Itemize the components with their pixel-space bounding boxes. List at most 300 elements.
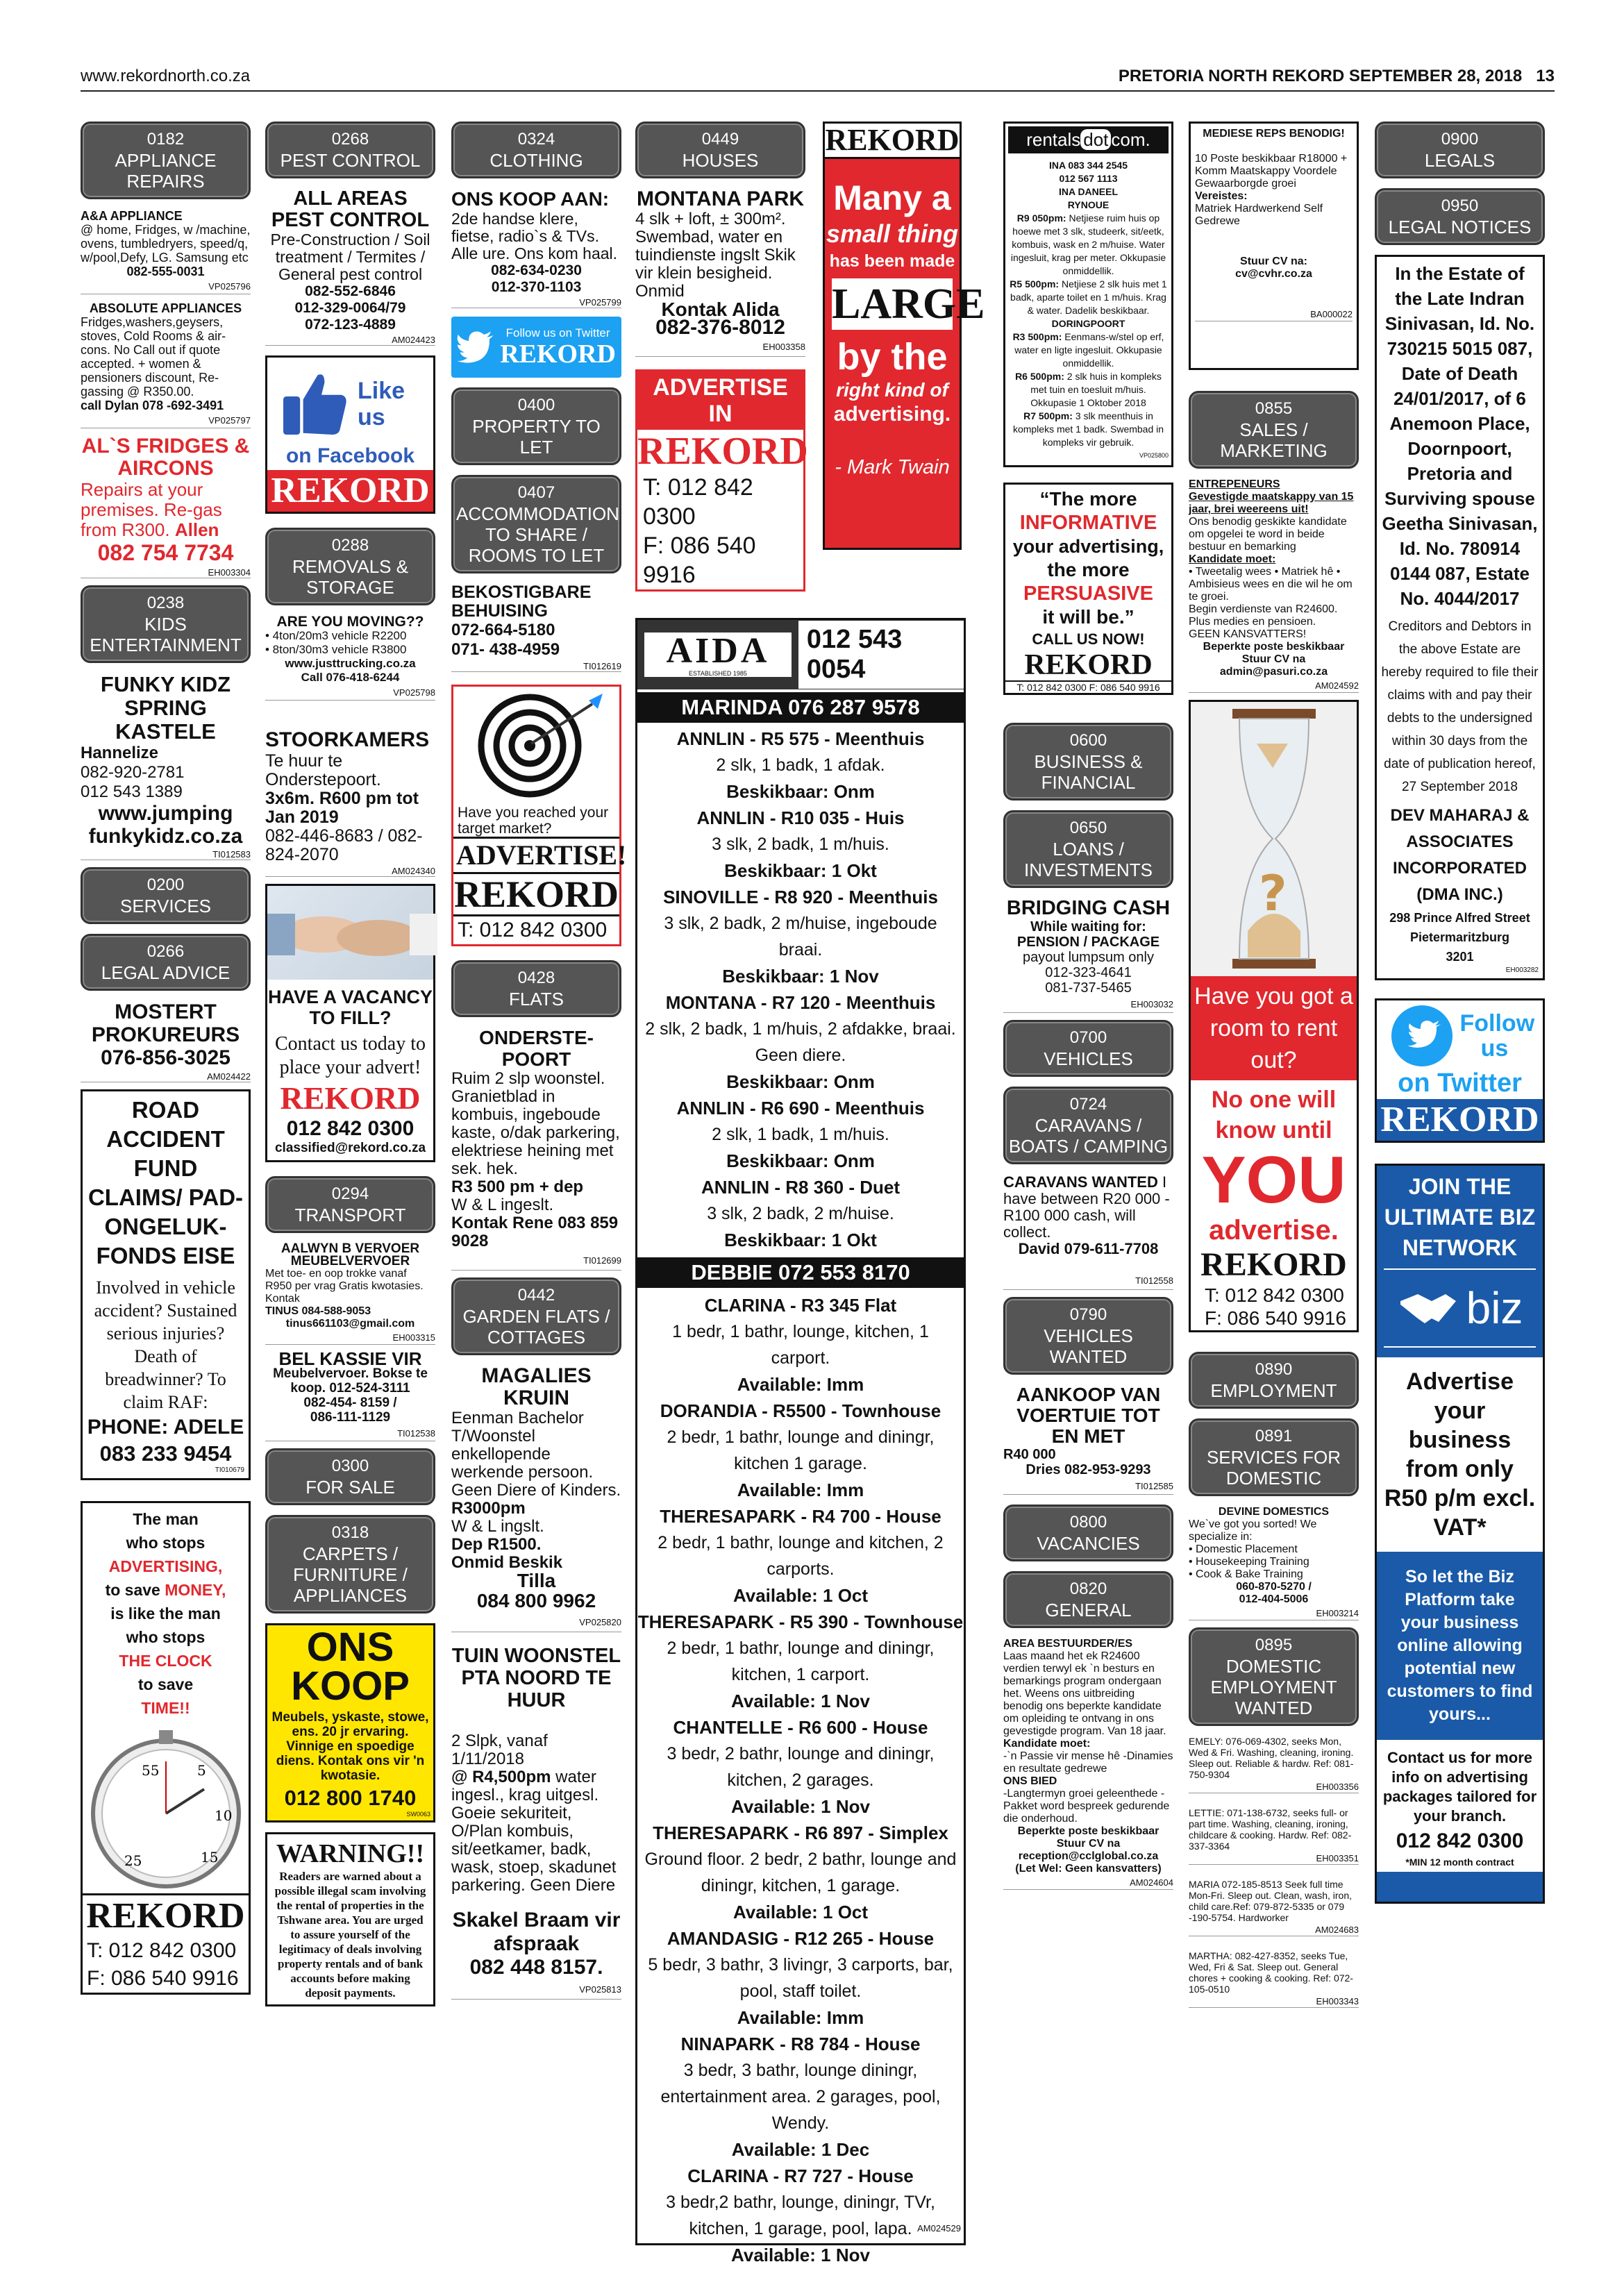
- listing-item: [637, 1925, 964, 2031]
- tab-for-sale[interactable]: [265, 1448, 435, 1505]
- tab-label: CARPETS / FURNITURE / APPLIANCES: [293, 1543, 408, 1606]
- ad-body: (Let Wel: Geen kansvatters): [1015, 1863, 1162, 1875]
- tab-label: VEHICLES WANTED: [1044, 1325, 1133, 1367]
- ad-title: AREA BESTUURDER/ES: [1003, 1638, 1133, 1650]
- ad-body: Ruim 2 slp woonstel. Granietblad in kombuis, ingeboude kaste, o/dak parkering, elektriese heining met sek. hek.: [451, 1069, 620, 1178]
- listing-desc: 1 bedr, 1 bathr, lounge, kitchen, 1 carport.: [672, 1322, 929, 1368]
- ad-body: Repairs at your premises. Re-gas from R300.: [81, 479, 222, 540]
- ad-raf: [81, 1089, 251, 1480]
- ad-ref: EH003304: [81, 567, 251, 578]
- ad-body: 2 Slpk, vanaf 1/11/2018: [451, 1732, 548, 1768]
- ad-informative-quote: [1003, 483, 1173, 695]
- ad-phone: T: 012 842 0300: [87, 1939, 237, 1962]
- ad-facebook[interactable]: [265, 355, 435, 514]
- column-5b: [1003, 121, 1173, 1897]
- listing-title: DORANDIA - R5500 - Townhouse: [660, 1400, 941, 1421]
- ad-body: Involved in vehicle accident? Sustained serious injuries? Death of breadwinner? To claim RAF:: [94, 1277, 237, 1412]
- listing-desc: 2 slk, 1 badk, 1 m/huis.: [712, 1125, 889, 1144]
- ad-email[interactable]: reception@cclglobal.co.za: [1018, 1850, 1159, 1862]
- tab-property-to-let[interactable]: [451, 387, 621, 465]
- ad-ref: EH003214: [1189, 1607, 1359, 1620]
- biz-advertise: Advertise your business from only R50 p/m excl. VAT*: [1377, 1357, 1543, 1552]
- tab-number: 0400: [517, 396, 555, 414]
- ad-ref: AM024529: [917, 2223, 961, 2234]
- ad-body: • Tweetalig wees • Matriek hê • Ambisieus wees en die wil he om te groei.: [1189, 566, 1353, 603]
- tab-business-financial[interactable]: [1003, 723, 1173, 801]
- estate-title: In the Estate of the Late Indran Sinivasan, Id. No. 730215 5015 087, Date of Death 24/01/2017, of 6 Anemoon Place, Doornpoort, Pretoria and Surviving spouse Geetha Sinivasan, Id. No. 780914 0144 087, Estate No. 4044/2017: [1382, 263, 1538, 609]
- ad-title: BEKOSTIGBARE BEHUISING: [451, 583, 592, 621]
- ad-ref: VP025796: [81, 280, 251, 294]
- ad-subtitle: ONS BIED: [1003, 1775, 1057, 1787]
- tab-number: 0294: [331, 1184, 369, 1203]
- tab-legal-advice[interactable]: [81, 934, 251, 991]
- ad-devine-domestics: [1189, 1506, 1359, 1620]
- ad-phone: 072-123-4889: [305, 317, 396, 333]
- listing-desc: 2 bedr, 1 bathr, lounge and diningr, kitchen 1 garage.: [667, 1427, 935, 1473]
- ad-body: • 4ton/20m3 vehicle R2200: [265, 629, 407, 642]
- aida-logo-text: AIDA: [666, 631, 770, 671]
- ad-body: payout lumpsum only: [1023, 950, 1154, 965]
- listing-title: ANNLIN - R6 690 - Meenthuis: [676, 1098, 925, 1118]
- clock-line: THE CLOCK: [119, 1652, 212, 1670]
- ad-ref: TI012558: [1003, 1273, 1173, 1290]
- handshake-photo: [267, 886, 433, 980]
- tab-number: 0442: [517, 1286, 555, 1305]
- listing-desc: 3 slk, 2 badk, 1 m/huis.: [712, 835, 889, 854]
- ad-onderstepoort: [451, 1027, 621, 1271]
- ad-body: Onmid Beskik: [451, 1553, 563, 1572]
- ad-title: AALWYN B VERVOER MEUBELVERVOER: [281, 1241, 420, 1268]
- ad-phone: 082-634-0230: [491, 262, 582, 278]
- tab-removals-storage[interactable]: [265, 528, 435, 605]
- ad-contact-name: PHONE: ADELE: [87, 1416, 244, 1439]
- ad-body: • Housekeeping Training: [1189, 1556, 1309, 1568]
- site-url[interactable]: www.rekordnorth.co.za: [81, 67, 251, 85]
- rekord-logo: REKORD: [1024, 649, 1153, 681]
- ad-aa-appliance: [81, 209, 251, 428]
- listing-item: [637, 1398, 964, 1503]
- spacer: [265, 514, 435, 528]
- ad-phone: 082-376-8012: [655, 316, 785, 339]
- ad-contact-name: Hannelize: [81, 744, 159, 762]
- ad-body: GEEN KANSVATTERS!: [1189, 628, 1307, 640]
- ad-phone: 082-454- 8159 /: [303, 1396, 397, 1410]
- ad-pest-control: [265, 188, 435, 346]
- ad-title: AANKOOP VAN VOERTUIE TOT EN MET: [1016, 1384, 1161, 1447]
- listing-desc: Ground floor. 2 bedr, 2 bathr, lounge and diningr, kitchen, 1 garage.: [644, 1850, 957, 1895]
- tab-number: 0449: [701, 130, 739, 149]
- ad-phone: 072-664-5180: [451, 621, 555, 639]
- ad-body: 2de handse klere, fietse, radio`s & TVs. Alle ure. Ons kom haal.: [451, 210, 618, 262]
- facebook-on-text: on Facebook: [285, 444, 415, 467]
- tab-vehicles-wanted[interactable]: [1003, 1297, 1173, 1375]
- ad-ref: TI010679: [215, 1466, 244, 1474]
- tab-clothing[interactable]: [451, 121, 621, 178]
- listing-item: [637, 2163, 964, 2268]
- ad-ref: VP025797: [81, 414, 251, 428]
- ad-phone: 012 842 0300: [1396, 1829, 1524, 1852]
- ad-phone: 082 754 7734: [97, 540, 234, 565]
- ad-mostert: [81, 1000, 251, 1082]
- tab-pest-control[interactable]: [265, 121, 435, 178]
- tab-services-for-domestic[interactable]: [1189, 1418, 1359, 1496]
- rekord-logo: REKORD: [83, 1893, 249, 1937]
- svg-text:25: 25: [124, 1852, 142, 1869]
- ad-phone: 082-920-2781: [81, 763, 185, 782]
- tab-number: 0800: [1069, 1513, 1107, 1532]
- quote-line: it will be.”: [1042, 606, 1135, 628]
- ad-price: R40 000: [1003, 1447, 1056, 1462]
- ad-target-market: [451, 685, 627, 946]
- tab-employment[interactable]: [1189, 1352, 1359, 1409]
- tab-number: 0724: [1069, 1095, 1107, 1114]
- tab-vacancies[interactable]: [1003, 1505, 1173, 1561]
- tab-number: 0820: [1069, 1579, 1107, 1598]
- ad-email[interactable]: classified@rekord.co.za: [274, 1141, 426, 1155]
- listing-item: [637, 1174, 964, 1253]
- ad-title: ENTREPENEURS: [1189, 478, 1280, 490]
- listing-availability: Available: Imm: [737, 2007, 864, 2028]
- quote-line: INFORMATIVE: [1019, 512, 1157, 534]
- ad-room-to-rent: [1189, 700, 1359, 1332]
- stopwatch-icon: [83, 1720, 249, 1893]
- ad-phone: T: 012 842 0300: [453, 914, 619, 944]
- ad-ref: AM024683: [1189, 1925, 1359, 1936]
- estate-body: Creditors and Debtors in the above Estate are hereby required to file their claims with and pay their debts to the undersigned within 30 days from the date of publication hereof, 27 September 2018: [1381, 619, 1539, 794]
- ad-body: Eenmans-w/stel op erf, water en ligte ingesluit. Okkupasie onmiddellik.: [1014, 331, 1164, 369]
- listing-item: [637, 1095, 964, 1174]
- ad-bekostigbare: [451, 583, 621, 672]
- ad-body: Matriek Hardwerkend Self Gedrewe: [1195, 203, 1323, 227]
- tab-legal-notices[interactable]: [1375, 188, 1545, 245]
- quote-line: has been made: [829, 251, 955, 271]
- ad-body: Netjiese ruim huis op hoewe met 3 slk, studeerk, sit/eetk, kombuis, wask en 2 m/huise. Water ingesluit, krag per meter. Okkupasie onmiddellik.: [1010, 212, 1166, 276]
- ad-phone: T: 012 842 0300 F: 086 540 9916: [1005, 680, 1171, 693]
- clock-line: MONEY,: [165, 1581, 226, 1599]
- tab-general[interactable]: [1003, 1571, 1173, 1628]
- column-7: [1375, 121, 1545, 1904]
- twitter-bird-icon: [1391, 1005, 1453, 1067]
- ad-ref: VP025800: [1139, 452, 1169, 459]
- ad-ref: AM024340: [265, 866, 435, 877]
- listing-item: [637, 1609, 964, 1714]
- page-number: 13: [1536, 67, 1555, 85]
- tab-services[interactable]: [81, 867, 251, 924]
- header-rule: [81, 90, 1555, 92]
- quote-line-large: LARGE: [832, 278, 953, 330]
- clock-line: is like the man: [110, 1604, 221, 1623]
- page-header: [1119, 67, 1555, 86]
- tab-label: LEGAL ADVICE: [101, 962, 231, 983]
- estate-firm: DEV MAHARAJ & ASSOCIATES INCORPORATED (DMA INC.): [1390, 806, 1530, 904]
- ad-title: ABSOLUTE APPLIANCES: [89, 301, 242, 315]
- listing-desc: 3 bedr, 3 bathr, lounge diningr, entertainment area. 2 garages, pool, Wendy.: [660, 2061, 941, 2133]
- quote-line: right kind of: [836, 379, 948, 401]
- ad-phone: 012 842 0300: [286, 1117, 415, 1140]
- tab-label: CARAVANS / BOATS / CAMPING: [1008, 1115, 1169, 1157]
- listing-availability: Available: 1 Nov: [731, 1796, 870, 1817]
- tab-number: 0891: [1255, 1427, 1293, 1446]
- ad-ref: EH003351: [1189, 1853, 1359, 1865]
- rekord-logo: REKORD: [280, 1080, 421, 1116]
- ad-title: BRIDGING CASH: [1006, 897, 1171, 919]
- ad-title: ROAD ACCIDENT FUND CLAIMS/ PAD-ONGELUK-FONDS EISE: [87, 1097, 244, 1268]
- ad-ref: AM024604: [1003, 1877, 1173, 1890]
- tab-houses[interactable]: [635, 121, 805, 178]
- ad-phone: 012-404-5006: [1239, 1593, 1309, 1605]
- clock-line: ADVERTISING,: [108, 1557, 223, 1575]
- listing-availability: Beskikbaar: Onm: [726, 781, 875, 802]
- quote-line: by the: [837, 336, 948, 378]
- listing-desc: 3 bedr, 2 bathr, lounge and diningr, kitchen, 2 garages.: [667, 1744, 935, 1790]
- estate-address: 298 Prince Alfred Street Pietermaritzburg: [1389, 911, 1530, 944]
- ad-body: LETTIE: 071-138-6732, seeks full- or part time. Washing, cleaning, ironing, childcare & cooking. Hardw. Ref: 082-337-3364: [1189, 1807, 1352, 1852]
- tab-domestic-employment-wanted[interactable]: [1189, 1627, 1359, 1726]
- ad-body: Meubelvervoer. Bokse te koop. 012-524-3111: [273, 1366, 428, 1396]
- ad-body: Stuur CV na:: [1240, 255, 1307, 267]
- ad-body: Contact us today to place your advert!: [275, 1033, 426, 1078]
- listing-item: [637, 2031, 964, 2163]
- svg-text:10: 10: [215, 1807, 233, 1824]
- ad-bridging-cash: [1003, 898, 1173, 1013]
- listing-desc: 2 bedr, 1 bathr, lounge and kitchen, 2 carports.: [658, 1533, 944, 1579]
- ad-subtitle: While waiting for: PENSION / PACKAGE: [1016, 919, 1160, 950]
- ad-title: HAVE A VACANCY TO FILL?: [267, 987, 433, 1028]
- column-4: [635, 121, 808, 625]
- ad-ref: EH003032: [1003, 997, 1173, 1013]
- ad-contact-name: Kontak Alida: [661, 299, 780, 320]
- ad-body: Netjiese 2 slk huis met 1 badk, aparte toilet en 1 m/huis. Krag & water. Dadelik beskikbaar.: [1010, 278, 1167, 316]
- quote-line: advertising.: [833, 403, 951, 426]
- ad-ref: AM024423: [265, 335, 435, 346]
- ad-ref: TI012585: [1003, 1479, 1173, 1495]
- listing-item: [637, 726, 964, 805]
- rekord-logo: REKORD: [1200, 1246, 1347, 1283]
- tab-sales-marketing[interactable]: [1189, 391, 1359, 469]
- ad-phone: 012 543 1389: [81, 782, 183, 801]
- svg-text:?: ?: [1259, 865, 1287, 922]
- ad-price: R7 500pm:: [1023, 410, 1073, 421]
- ad-body: Begin verdienste van R24600. Plus medies en pensioen.: [1189, 603, 1338, 628]
- ad-montana-park: [635, 188, 805, 357]
- tab-number: 0182: [147, 130, 185, 149]
- biz-min-contract: *MIN 12 month contract: [1405, 1857, 1514, 1868]
- ad-title: BEL KASSIE VIR: [278, 1348, 422, 1369]
- listing-desc: 3 slk, 2 badk, 2 m/huise, ingeboude braai.: [664, 914, 937, 960]
- tab-label: LOANS / INVESTMENTS: [1024, 839, 1153, 880]
- ad-ref: TI012538: [265, 1426, 435, 1441]
- ad-ref: EH003343: [1189, 1996, 1359, 2008]
- ad-body: Readers are warned about a possible illegal scam involving the rental of properties in the Tshwane area. You are urged to assure yourself of the legitimacy of deals involving property rentals and of bank accounts before making deposit payments.: [274, 1870, 426, 2000]
- advertise-in-text: ADVERTISE IN: [637, 371, 803, 430]
- listing-title: CLARINA - R7 727 - House: [687, 2165, 914, 2186]
- ad-phone: Call 076-418-6244: [301, 671, 400, 684]
- tab-carpets-furniture[interactable]: [265, 1515, 435, 1614]
- ad-area-bestuurder: [1003, 1638, 1173, 1890]
- clock-line: TIME!!: [141, 1699, 190, 1717]
- ad-body: Eenman Bachelor T/Woonstel enkellopende werkende persoon. Geen Diere of Kinders.: [451, 1409, 621, 1500]
- ad-title: FUNKY KIDZ SPRING KASTELE: [100, 672, 231, 744]
- aida-phone: 012 543 0054: [798, 621, 964, 689]
- listing-availability: Beskikbaar: 1 Okt: [724, 1230, 877, 1250]
- ad-body: Beperkte poste beskikbaar Stuur CV na: [1017, 1825, 1160, 1850]
- ad-twitter-banner[interactable]: [451, 317, 621, 378]
- tab-label: VACANCIES: [1037, 1533, 1140, 1554]
- tab-number: 0200: [147, 875, 185, 894]
- tab-label: TRANSPORT: [294, 1205, 406, 1225]
- listings-debbie: [637, 1292, 964, 2268]
- clock-line: who stops: [126, 1628, 206, 1646]
- ad-fax: F: 086 540 9916: [1205, 1307, 1346, 1329]
- listing-availability: Available: 1 Nov: [731, 2245, 870, 2265]
- rentalsdotcom-logo: [1008, 126, 1169, 153]
- aida-established: ESTABLISHED 1985: [689, 670, 747, 677]
- ad-ref: AM024592: [1189, 680, 1359, 693]
- tab-label: PEST CONTROL: [280, 150, 421, 171]
- twitter-bird-icon: [457, 330, 494, 364]
- ad-contact-name: Tilla: [517, 1570, 556, 1591]
- ad-body: EMELY: 076-069-4302, seeks Mon, Wed & Fri. Washing, cleaning, ironing. Sleep out. Reliable & hardw. Ref: 081-750-9304: [1189, 1736, 1354, 1780]
- quote-line: your advertising,: [1012, 536, 1164, 557]
- ad-title: A&A APPLIANCE: [81, 209, 183, 223]
- ad-mark-twain: [823, 121, 985, 550]
- ad-body: W & L ingslt.: [451, 1517, 544, 1536]
- ad-phone: 082-552-6846: [305, 283, 396, 299]
- tab-label: LEGAL NOTICES: [1388, 217, 1532, 237]
- ad-follow-twitter[interactable]: [1375, 998, 1545, 1143]
- ad-price: R3 500 pm + dep: [451, 1178, 584, 1196]
- tab-number: 0950: [1441, 196, 1479, 215]
- ad-ref: SW0063: [406, 1811, 430, 1818]
- ad-area: DORINGPOORT: [1051, 318, 1125, 329]
- listing-title: THERESAPARK - R5 390 - Townhouse: [637, 1611, 964, 1632]
- ad-title: DEVINE DOMESTICS: [1218, 1506, 1330, 1518]
- ad-phone: call Dylan 078 -692-3491: [81, 399, 224, 412]
- listing-item: [637, 1820, 964, 1925]
- tab-garden-flats[interactable]: [451, 1277, 621, 1355]
- ad-email[interactable]: tinus661103@gmail.com: [285, 1318, 415, 1330]
- listing-title: MONTANA - R7 120 - Meenthuis: [665, 992, 936, 1013]
- tab-flats[interactable]: [451, 960, 621, 1017]
- ad-website[interactable]: www.jumping funkykidz.co.za: [88, 802, 243, 848]
- ad-phone: 082-446-8683 / 082-824-2070: [265, 826, 423, 864]
- tab-label: CLOTHING: [489, 150, 583, 171]
- ad-title: ONS KOOP AAN:: [451, 188, 610, 210]
- ad-title: WARNING!!: [276, 1839, 425, 1868]
- column-3: [451, 121, 627, 2006]
- quote-author: - Mark Twain: [835, 456, 950, 478]
- quote-line: “The more: [1039, 488, 1137, 510]
- tab-kids-entertainment[interactable]: [81, 585, 251, 663]
- listing-availability: Available: 1 Dec: [731, 2139, 870, 2160]
- tab-accommodation[interactable]: [451, 475, 621, 573]
- tab-vehicles[interactable]: [1003, 1020, 1173, 1077]
- ad-body: Te huur te Onderstepoort.: [265, 751, 381, 789]
- tab-appliance-repairs[interactable]: [81, 121, 251, 199]
- clock-line: The man: [133, 1510, 199, 1528]
- listing-title: CHANTELLE - R6 600 - House: [673, 1717, 928, 1738]
- tab-number: 0324: [517, 130, 555, 149]
- logo-part: com.: [1111, 129, 1150, 150]
- handshake-icon: [1397, 1287, 1459, 1329]
- room-headline: Have you got a room to rent out?: [1194, 983, 1353, 1073]
- logo-part: dot: [1080, 129, 1111, 150]
- ad-body: 4 slk + loft, ± 300m². Swembad, water en tuindienste ingslt Skik vir klein besigheid. Onmid: [635, 210, 796, 301]
- ad-ons-koop-aan: [451, 188, 621, 308]
- listing-item: [637, 1292, 964, 1398]
- ad-body: Ons benodig geskikte kandidate om opgelei te word in beide bestuur en bemarking: [1189, 516, 1347, 553]
- tab-label: GARDEN FLATS / COTTAGES: [462, 1306, 610, 1348]
- ad-email[interactable]: cv@cvhr.co.za: [1235, 268, 1312, 280]
- logo-part: rentals: [1026, 129, 1081, 150]
- ad-tuin-woonstel: [451, 1645, 621, 2000]
- tab-caravans-boats[interactable]: [1003, 1087, 1173, 1164]
- ad-area: RYNOUE: [1067, 199, 1110, 210]
- ad-email[interactable]: admin@pasuri.co.za: [1219, 666, 1328, 678]
- listing-title: THERESAPARK - R6 897 - Simplex: [653, 1822, 948, 1843]
- ad-body: MARTHA: 082-427-8352, seeks Tue, Wed, Fri & Sat. Sleep out. General chores + cooking & cooking. Ref: 072-105-0510: [1189, 1950, 1353, 1995]
- ad-phone: 060-870-5270 /: [1236, 1581, 1312, 1593]
- ad-price: R3 500pm:: [1012, 331, 1062, 342]
- thumbs-up-icon: [276, 366, 352, 442]
- tab-number: 0890: [1255, 1360, 1293, 1379]
- ad-body: 3x6m. R600 pm tot Jan 2019: [265, 789, 419, 827]
- listing-availability: Available: 1 Oct: [733, 1585, 869, 1606]
- clock-line: to save: [105, 1581, 160, 1599]
- room-subline: No one will know until: [1211, 1087, 1337, 1143]
- ad-rentals-dot-com: [1003, 121, 1173, 467]
- tab-number: 0407: [517, 483, 555, 502]
- listing-title: AMANDASIG - R12 265 - House: [667, 1928, 935, 1949]
- quote-line: small thing: [826, 219, 959, 248]
- tab-label: BUSINESS & FINANCIAL: [1034, 751, 1143, 793]
- listing-availability: Beskikbaar: Onm: [726, 1150, 875, 1171]
- tab-transport[interactable]: [265, 1176, 435, 1233]
- tab-legals[interactable]: [1375, 121, 1545, 178]
- advertise-text: advertise.: [1209, 1215, 1339, 1246]
- ad-phone: 084 800 9962: [476, 1590, 596, 1611]
- tab-loans-investments[interactable]: [1003, 810, 1173, 888]
- ad-body: 10 Poste beskikbaar R18000 + Komm Maatskappy Voordele Gewaarborgde groei: [1195, 153, 1348, 190]
- svg-text:5: 5: [197, 1762, 206, 1779]
- ad-body: I have between R20 000 - R100 000 cash, will collect.: [1003, 1173, 1170, 1241]
- hourglass-photo: [1191, 702, 1357, 976]
- ad-title: ARE YOU MOVING??: [276, 614, 424, 630]
- twitter-on-text: on Twitter: [1398, 1069, 1522, 1098]
- listing-title: SINOVILLE - R8 920 - Meenthuis: [663, 887, 938, 907]
- tab-number: 0428: [517, 969, 555, 987]
- ad-title: MEDIESE REPS BENODIG!: [1203, 128, 1345, 140]
- ad-als-fridges: [81, 435, 251, 578]
- ad-ref: EH003282: [1505, 966, 1539, 974]
- listing-desc: 5 bedr, 3 bathr, 3 livingr, 3 carports, bar, pool, staff toilet.: [648, 1955, 953, 2001]
- ad-title: ONDERSTE-POORT: [479, 1027, 594, 1070]
- agent-header-debbie: DEBBIE 072 553 8170: [637, 1257, 964, 1288]
- ad-price: R5 500pm:: [1010, 278, 1060, 290]
- svg-text:15: 15: [201, 1849, 219, 1866]
- ad-website[interactable]: www.justtrucking.co.za: [285, 657, 416, 670]
- ad-aalwyn: [265, 1243, 435, 1345]
- notice-estate-late-sinivasan: [1375, 255, 1545, 980]
- listing-item: [637, 1503, 964, 1609]
- clock-line: to save: [137, 1675, 194, 1693]
- ad-body: Fridges,washers,geysers, stoves, Cold Rooms & air-cons. No Call out if quote accepted. + women & pensioners discount, Re-gassing @ R350.00.: [81, 315, 226, 399]
- column-2: [265, 121, 435, 2006]
- ad-title: ONS KOOP: [291, 1625, 410, 1709]
- tab-number: 0895: [1255, 1636, 1293, 1654]
- listing-availability: Available: 1 Oct: [733, 1902, 869, 1922]
- svg-text:55: 55: [142, 1762, 160, 1779]
